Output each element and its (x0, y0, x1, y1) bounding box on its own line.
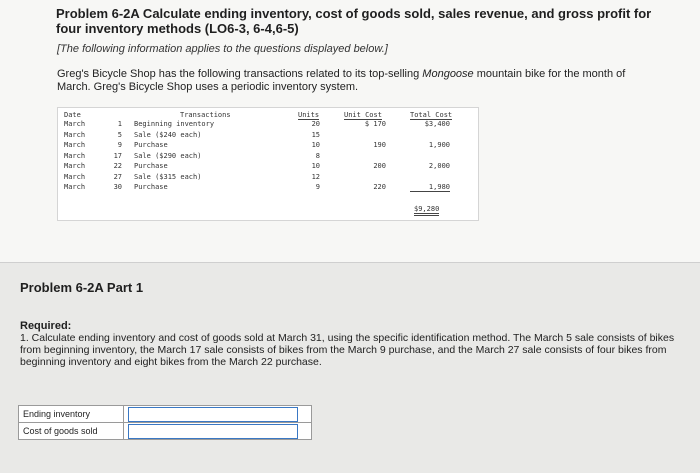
row-transaction: Purchase (134, 141, 168, 149)
row-total-cost: 1,900 (428, 141, 450, 149)
header-transactions: Transactions (180, 111, 231, 119)
row-day: 5 (117, 130, 122, 139)
row-total-cost: $3,400 (424, 120, 450, 128)
row-transaction: Purchase (134, 162, 168, 170)
intro-bike: Mongoose (422, 68, 474, 80)
row-month: March (64, 183, 86, 191)
cogs-label: Cost of goods sold (19, 423, 124, 440)
required-label: Required: (20, 320, 72, 332)
row-units: 8 (315, 151, 320, 160)
ending-inventory-label: Ending inventory (19, 406, 124, 423)
row-units: 20 (311, 120, 320, 128)
row-units: 9 (315, 183, 320, 191)
row-month: March (64, 162, 86, 170)
row-month: March (64, 141, 86, 149)
row-transaction: Beginning inventory (134, 120, 215, 128)
row-day: 30 (113, 183, 122, 191)
row-month: March (64, 172, 86, 181)
row-month: March (64, 151, 86, 160)
row-transaction: Sale ($315 each) (134, 172, 202, 181)
problem-title: Problem 6-2A Calculate ending inventory, cost of goods sold, sales revenue, and gross profit for four inventory methods (LO6-3, 6-4,6-5) (56, 6, 652, 36)
row-day: 27 (113, 172, 122, 181)
cogs-input[interactable] (128, 424, 298, 439)
row-units: 10 (311, 162, 320, 170)
row-day: 1 (117, 120, 122, 128)
row-transaction: Sale ($240 each) (134, 130, 202, 139)
problem-intro (57, 68, 657, 94)
header-unit-cost: Unit Cost (344, 111, 382, 119)
row-day: 17 (113, 151, 122, 160)
row-day: 22 (113, 162, 122, 170)
intro-after: mountain bike for the month of March. Greg's Bicycle Shop uses a periodic inventory system. (57, 68, 626, 93)
row-unit-cost: $ 170 (364, 120, 386, 128)
row-transaction: Purchase (134, 183, 168, 191)
answer-row-cogs (19, 423, 312, 440)
answer-table (18, 405, 312, 440)
answer-row-ending-inventory (19, 406, 312, 423)
row-total-cost: 2,000 (428, 162, 450, 170)
row-units: 10 (311, 141, 320, 149)
header-date: Date (64, 111, 81, 119)
row-unit-cost: 190 (373, 141, 386, 149)
transactions-table (57, 107, 479, 221)
row-units: 15 (311, 130, 320, 139)
row-month: March (64, 120, 86, 128)
row-unit-cost: 200 (373, 162, 386, 170)
info-note: [The following information applies to the questions displayed below.] (57, 43, 388, 55)
row-units: 12 (311, 172, 320, 181)
header-units: Units (298, 111, 320, 119)
row-month: March (64, 130, 86, 139)
ending-inventory-cell (124, 406, 312, 423)
section-divider (0, 262, 700, 263)
row-unit-cost: 220 (373, 183, 386, 191)
required-text: 1. Calculate ending inventory and cost of goods sold at March 31, using the specific identification method. The March 5 sale consists of bikes from beginning inventory, the March 17 sale consists of bikes from the March 9 purchase, and the March 27 sale consists of four bikes from beginning inventory and eight bikes from the March 22 purchase. (20, 332, 675, 368)
row-total-cost: 1,980 (410, 183, 450, 192)
header-total-cost: Total Cost (410, 111, 453, 119)
grand-total: $9,280 (414, 205, 439, 216)
part-title: Problem 6-2A Part 1 (20, 280, 144, 295)
cogs-cell (124, 423, 312, 440)
row-day: 9 (117, 141, 122, 149)
intro-before: Greg's Bicycle Shop has the following transactions related to its top-selling (57, 68, 423, 80)
row-transaction: Sale ($290 each) (134, 151, 202, 160)
ending-inventory-input[interactable] (128, 407, 298, 422)
